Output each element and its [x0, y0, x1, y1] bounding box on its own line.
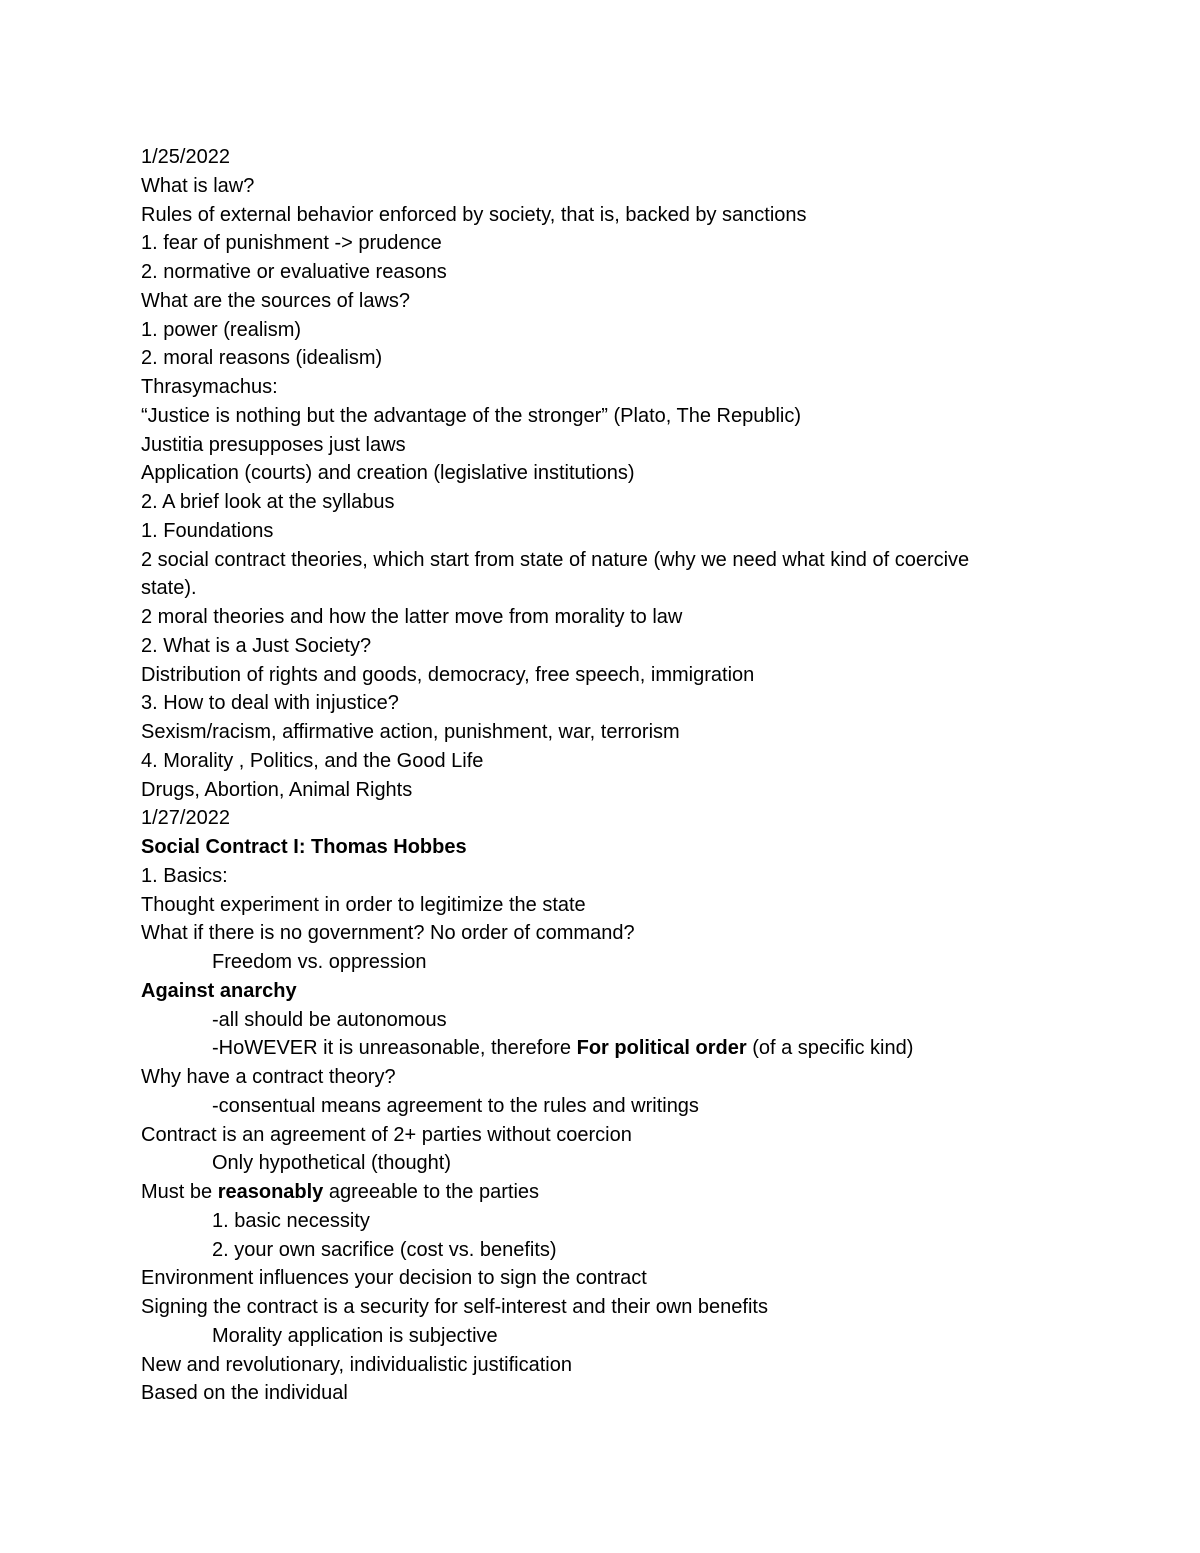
- bold-phrase: For political order: [576, 1037, 747, 1060]
- date-heading: 1/27/2022: [141, 807, 230, 830]
- note-line: What are the sources of laws?: [141, 289, 411, 312]
- document-page: [141, 143, 1141, 1408]
- note-line: New and revolutionary, individualistic justification: [141, 1353, 572, 1376]
- note-line: state).: [141, 577, 197, 600]
- note-line: Why have a contract theory?: [141, 1066, 396, 1088]
- note-line: Rules of external behavior enforced by society, that is, backed by sanctions: [141, 203, 807, 226]
- note-line: 2. What is a Just Society?: [141, 634, 372, 657]
- note-line: Based on the individual: [141, 1382, 348, 1405]
- note-text: agreeable to the parties: [323, 1181, 540, 1203]
- note-line: Contract is an agreement of 2+ parties without coercion: [141, 1123, 632, 1146]
- note-line: Signing the contract is a security for self-interest and their own benefits: [141, 1296, 768, 1318]
- indented-note-line: 2. your own sacrifice (cost vs. benefits): [212, 1238, 557, 1261]
- note-line: Justitia presupposes just laws: [141, 433, 406, 456]
- note-line: 2 social contract theories, which start from state of nature (why we need what kind of coercive: [141, 548, 970, 571]
- note-line: 2 moral theories and how the latter move from morality to law: [141, 606, 683, 628]
- note-line: Distribution of rights and goods, democracy, free speech, immigration: [141, 663, 755, 686]
- note-line: 2. normative or evaluative reasons: [141, 261, 447, 283]
- note-line: Sexism/racism, affirmative action, punishment, war, terrorism: [141, 721, 680, 743]
- note-line: 1. Foundations: [141, 519, 274, 542]
- note-line: 1. power (realism): [141, 318, 302, 341]
- note-line: Application (courts) and creation (legislative institutions): [141, 462, 635, 485]
- note-line: 1. fear of punishment -> prudence: [141, 232, 442, 255]
- bold-phrase: reasonably: [217, 1181, 324, 1203]
- note-text: -HoWEVER it is unreasonable, therefore: [212, 1037, 577, 1060]
- bold-note-line: Against anarchy: [141, 979, 297, 1002]
- indented-note-line: Only hypothetical (thought): [212, 1152, 452, 1175]
- note-line: 1. Basics:: [141, 864, 228, 887]
- indented-note-line: -all should be autonomous: [212, 1008, 447, 1031]
- note-line: Drugs, Abortion, Animal Rights: [141, 778, 413, 801]
- quote-line: “Justice is nothing but the advantage of the stronger” (Plato, The Republic): [141, 404, 802, 427]
- note-line: [141, 1178, 1141, 1207]
- note-line: 2. moral reasons (idealism): [141, 347, 383, 370]
- note-line: 4. Morality , Politics, and the Good Life: [141, 749, 484, 772]
- note-line: What if there is no government? No order of command?: [141, 922, 635, 945]
- indented-note-line: 1. basic necessity: [212, 1209, 370, 1232]
- section-title: Social Contract I: Thomas Hobbes: [141, 836, 467, 858]
- note-line: Thrasymachus:: [141, 376, 278, 398]
- indented-note-line: Freedom vs. oppression: [212, 951, 427, 973]
- note-line: Thought experiment in order to legitimize the state: [141, 893, 586, 916]
- date-heading: 1/25/2022: [141, 146, 230, 168]
- indented-note-line: -consentual means agreement to the rules and writings: [212, 1094, 699, 1117]
- note-line: 3. How to deal with injustice?: [141, 692, 399, 715]
- note-line: Environment influences your decision to sign the contract: [141, 1267, 647, 1290]
- indented-note-line: [141, 1034, 1141, 1063]
- note-line: What is law?: [141, 174, 255, 197]
- note-line: 2. A brief look at the syllabus: [141, 491, 395, 513]
- indented-note-line: Morality application is subjective: [212, 1324, 498, 1347]
- note-text: Must be: [141, 1181, 218, 1203]
- note-text: (of a specific kind): [746, 1037, 914, 1060]
